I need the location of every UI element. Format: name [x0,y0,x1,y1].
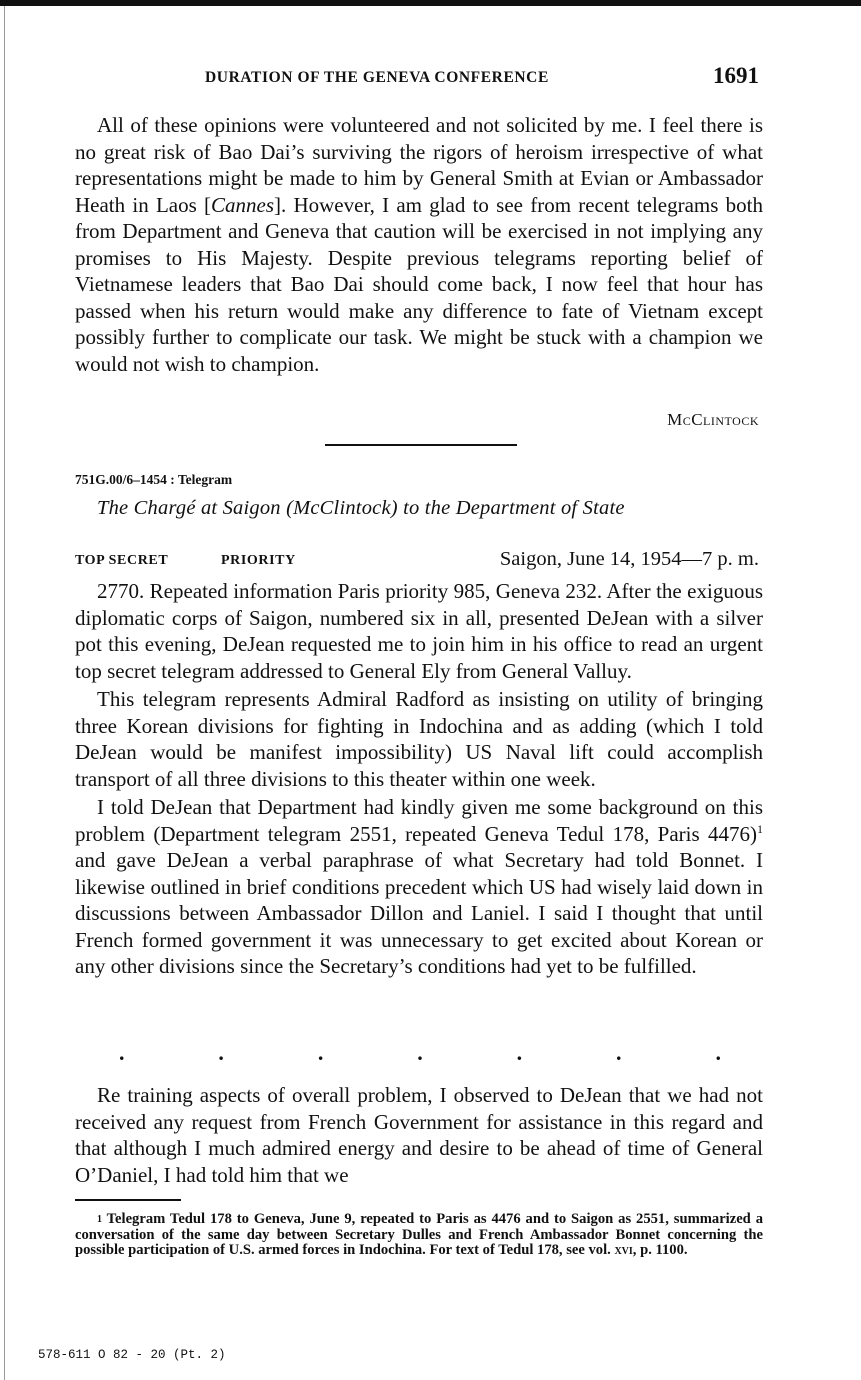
ellipsis-dot: . [516,1040,523,1065]
ellipsis-dot: . [616,1040,622,1065]
telegram-body [75,578,763,982]
ellipsis-dot: . [119,1040,125,1065]
body-paragraph: Re training aspects of overall problem, I observed to DeJean that we had not received any request from French Government for assistance in this regard and that although I much admired energy and desire to be ahead of time of General O’Daniel, I had told him that we [75,1083,763,1187]
running-head [75,63,763,93]
classification-line [75,548,763,576]
ellipsis-dot: . [417,1040,423,1065]
footnote-mark: 1 [97,1214,102,1225]
ellipsis-dot: . [218,1040,224,1065]
footnote-reference: 1 [757,821,763,836]
footnote-rule [75,1199,181,1201]
dateline: Saigon, June 14, 1954—7 p. m. [499,548,759,570]
omission-ellipsis [75,1040,763,1066]
running-head-title: DURATION OF THE GENEVA CONFERENCE [205,69,549,86]
italic-word: Cannes [211,192,274,217]
footnote-text: , p. 1100. [632,1242,688,1259]
paragraph-text: ]. However, I am glad to see from recent telegrams both from Department and Geneva that caution will be exercised in not implying any promises to His Majesty. Despite previous telegrams reporting belief of Vietnamese leaders that Bao Dai should come back, I now feel that hour has passed when his return would make any difference to fate of Vietnam except possibly further to complicate our task. We might be stuck with a champion we would not wish to champion. [75,192,763,376]
signature: McClintock [667,410,759,429]
document-title: The Chargé at Saigon (McClintock) to the Department of State [97,497,625,519]
section-divider [325,444,517,446]
paragraph-text: All of these opinions were volunteered and not solicited by me. I feel there is no great risk of Bao Dai’s surviving the rigors of heroism irrespective of what representations might be made to him by General Smith at Evian or Ambassador Heath in Laos [ [75,113,763,217]
paragraph-text: I told DeJean that Department had kindly given me some background on this problem (Department telegram 2551, repeated Geneva Tedul 178, Paris 4476) [75,795,763,846]
ellipsis-dot: . [715,1040,721,1065]
body-paragraph [75,794,763,980]
document-file-number: 751G.00/6–1454 : Telegram [75,472,233,487]
footnote-volume: xvi [614,1242,633,1259]
page-number: 1691 [713,63,759,88]
continued-paragraph [75,112,763,377]
precedence: PRIORITY [221,553,296,568]
footnote-text: Telegram Tedul 178 to Geneva, June 9, repeated to Paris as 4476 and to Saigon as 2551, summarized a conversation of the same day between Secretary Dulles and French Ambassador Bonnet concerning the possible participation of U.S. armed forces in Indochina. For text of Tedul 178, see vol. [75,1211,764,1259]
body-paragraph: 2770. Repeated information Paris priority 985, Geneva 232. After the exiguous diplomatic corps of Saigon, numbered six in all, presented DeJean with a silver pot this evening, DeJean requested me to join him in his office to read an urgent top secret telegram addressed to General Ely from General Valluy. [75,579,763,683]
body-paragraph: This telegram represents Admiral Radford as insisting on utility of bringing three Korean divisions for fighting in Indochina and as adding (which I told DeJean would be manifest impossibility) US Naval lift could accomplish transport of all three divisions to this theater within one week. [75,687,763,791]
printer-code: 578-611 O 82 - 20 (Pt. 2) [38,1348,226,1362]
footnote [75,1212,763,1259]
classification: TOP SECRET [75,553,169,568]
ellipsis-dot: . [317,1040,324,1065]
paragraph-text: and gave DeJean a verbal paraphrase of what Secretary had told Bonnet. I likewise outlined in brief conditions precedent which US had wisely laid down in discussions between Ambassador Dillon and Laniel. I said I thought that until French formed government it was unnecessary to get excited about Korean or any other divisions since the Secretary’s conditions had yet to be fulfilled. [75,848,763,978]
page-top-border [0,0,861,6]
page-left-edge [4,6,5,1380]
